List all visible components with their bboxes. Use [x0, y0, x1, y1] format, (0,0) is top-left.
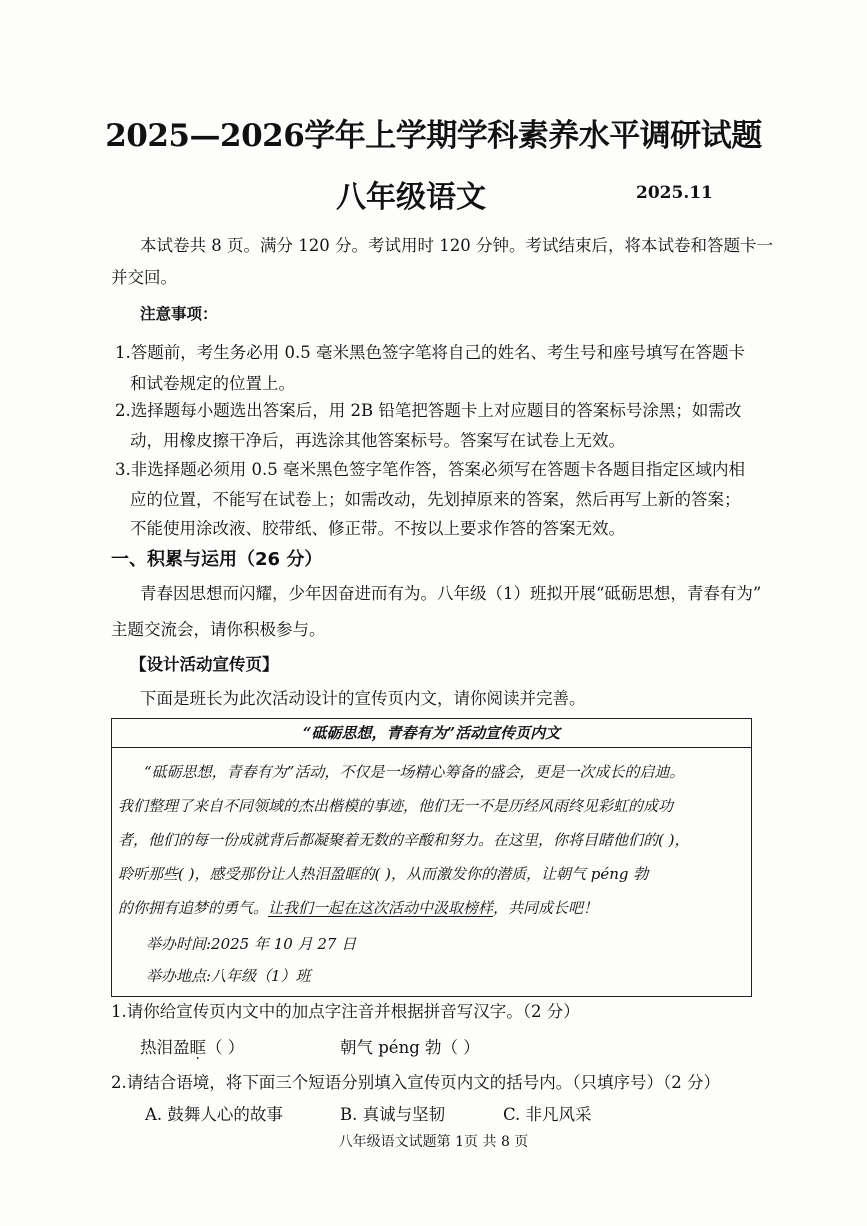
notice-item-3-line-1: 3.非选择题必须用 0.5 毫米黑色签字笔作答，答案必须写在答题卡各题目指定区域内相 [115, 460, 745, 479]
exam-title: 2025—2026学年上学期学科素养水平调研试题 [105, 118, 762, 154]
option-a: A. 鼓舞人心的故事 [145, 1105, 283, 1124]
question-1-text: 1.请你给宣传页内文中的加点字注音并根据拼音写汉字。（2 分） [111, 1002, 580, 1021]
notice-item-1-line-2: 和试卷规定的位置上。 [130, 374, 295, 393]
q1-word-prefix: 热泪盈 [140, 1038, 190, 1057]
promo-title: “砥砺思想，青春有为”活动宣传页内文 [112, 719, 751, 748]
q1-blank-a: （ ） [206, 1038, 245, 1057]
option-b: B. 真诚与坚韧 [340, 1105, 446, 1124]
notice-item-2-line-2: 动，用橡皮擦干净后，再选涂其他答案标号。答案写在试卷上无效。 [130, 431, 625, 450]
promo-line-4: 聆听那些( )，感受那份让人热泪盈眶的( )，从而激发你的潜质，让朝气 péng 勃 [118, 865, 649, 883]
notice-item-3-line-3: 不能使用涂改液、胶带纸、修正带。不按以上要求作答的答案无效。 [130, 519, 625, 538]
promo-line-5-c: ，共同成长吧！ [493, 899, 599, 917]
promo-line-2: 我们整理了来自不同领域的杰出楷模的事迹，他们无一不是历经风雨终见彩虹的成功 [118, 797, 674, 815]
intro-line-2: 并交回。 [111, 268, 177, 287]
promo-event-place: 举办地点:八年级（1）班 [146, 967, 311, 985]
intro-line-1: 本试卷共 8 页。满分 120 分。考试用时 120 分钟。考试结束后，将本试卷和答题卡一 [140, 236, 773, 255]
section-1-para-line-2: 主题交流会，请你积极参与。 [111, 620, 326, 639]
section-1-heading: 一、积累与运用（26 分） [111, 549, 323, 570]
exam-subtitle: 八年级语文 [336, 180, 486, 215]
q1-dotted-char: 眶 [189, 1038, 206, 1057]
notice-heading: 注意事项： [140, 304, 218, 323]
promo-event-time: 举办时间:2025 年 10 月 27 日 [146, 935, 357, 953]
notice-item-3-line-2: 应的位置，不能写在试卷上；如需改动，先划掉原来的答案，然后再写上新的答案； [130, 490, 741, 509]
exam-date: 2025.11 [636, 183, 713, 203]
notice-item-1-line-1: 1.答题前，考生务必用 0.5 毫米黑色签字笔将自己的姓名、考生号和座号填写在答题卡 [115, 343, 745, 362]
promo-underlined-phrase: 让我们一起在这次活动中汲取榜样 [268, 899, 494, 917]
page-footer: 八年级语文试题第 1页 共 8 页 [338, 1134, 529, 1150]
section-1-para-line-1: 青春因思想而闪耀，少年因奋进而有为。八年级（1）班拟开展“砥砺思想，青春有为” [140, 584, 762, 603]
question-2-text: 2.请结合语境，将下面三个短语分别填入宣传页内文的括号内。（只填序号）（2 分） [111, 1073, 720, 1092]
promo-textbox [111, 718, 752, 997]
promo-line-1: “砥砺思想，青春有为”活动，不仅是一场精心筹备的盛会，更是一次成长的启迪。 [144, 763, 685, 781]
design-heading: 【设计活动宣传页】 [130, 655, 279, 674]
question-1-part-a [140, 1038, 244, 1058]
promo-line-5-a: 的你拥有追梦的勇气。 [118, 899, 269, 917]
question-1-part-b: 朝气 péng 勃（ ） [340, 1038, 480, 1057]
promo-line-3: 者，他们的每一份成就背后都凝聚着无数的辛酸和努力。在这里，你将目睹他们的( )， [118, 831, 690, 849]
promo-line-5 [118, 897, 598, 918]
design-intro: 下面是班长为此次活动设计的宣传页内文，请你阅读并完善。 [140, 689, 586, 708]
option-c: C. 非凡风采 [503, 1105, 592, 1124]
notice-item-2-line-1: 2.选择题每小题选出答案后，用 2B 铅笔把答题卡上对应题目的答案标号涂黑；如需改 [115, 401, 742, 420]
